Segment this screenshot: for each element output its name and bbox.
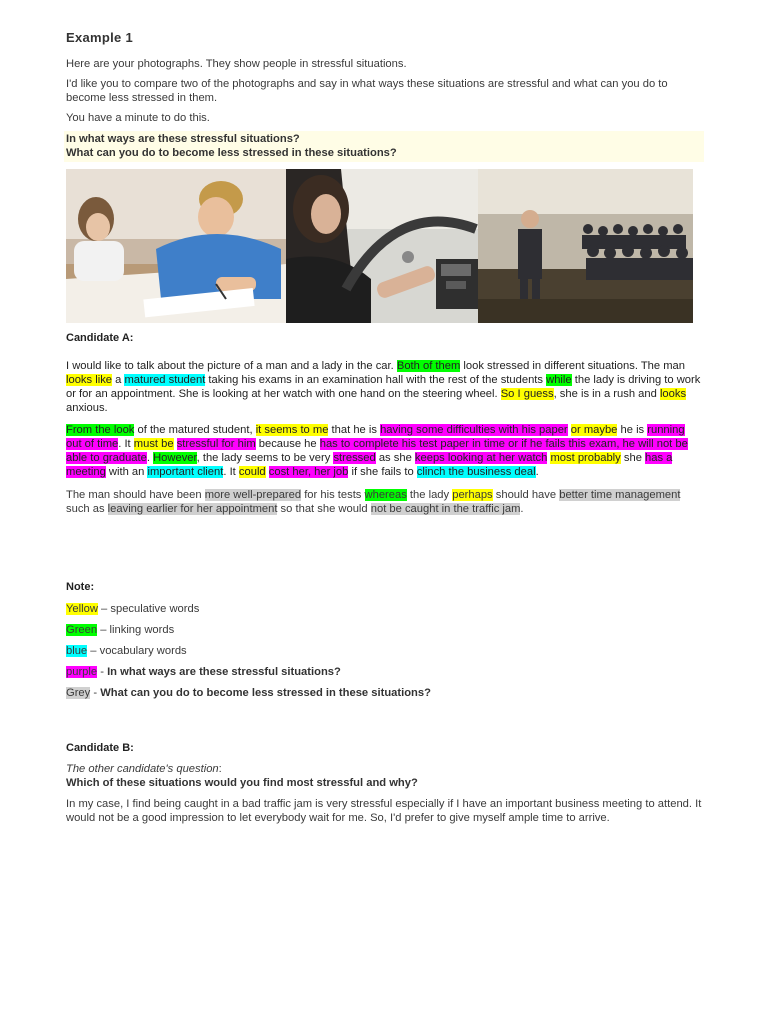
legend-description: – vocabulary words xyxy=(87,645,187,657)
highlighted-phrase: must be xyxy=(133,438,174,450)
text-run: taking his exams in an examination hall with the rest of the students xyxy=(205,374,547,386)
business-presentation-image xyxy=(478,169,693,323)
legend-item xyxy=(66,602,702,616)
exam-students-image xyxy=(66,169,286,323)
text-run: the lady is driving to work or for an appointment. She is looking at her watch with one hand on the steering wheel. xyxy=(66,374,701,400)
highlighted-phrase: stressed xyxy=(333,452,376,464)
text-run: that he is xyxy=(328,424,381,436)
highlighted-phrase: leaving earlier for her appointment xyxy=(107,503,278,515)
questions-box xyxy=(64,131,704,162)
intro-paragraph-1: Here are your photographs. They show people in stressful situations. xyxy=(66,58,407,70)
candidate-a-paragraph-3 xyxy=(66,488,702,516)
candidate-b-label-text: The other candidate's question xyxy=(66,763,219,775)
text-run: with an xyxy=(105,466,148,478)
question-1: In what ways are these stressful situations? xyxy=(66,133,300,145)
candidate-a-heading: Candidate A: xyxy=(66,332,134,344)
highlighted-phrase: cost her, her job xyxy=(268,466,349,478)
text-run: the lady xyxy=(406,489,453,501)
text-run: . It xyxy=(118,438,134,450)
text-run: , she is in a rush and xyxy=(553,388,660,400)
intro-paragraph-2: I'd like you to compare two of the photographs and say in what ways these situations are stressful and what can you do to become less stressed in them. xyxy=(66,78,668,104)
legend-description: In what ways are these stressful situations? xyxy=(107,666,341,678)
text-run: if she fails to xyxy=(348,466,417,478)
highlighted-phrase: not be caught in the traffic jam xyxy=(370,503,521,515)
intro-paragraph-3: You have a minute to do this. xyxy=(66,112,210,124)
note-heading: Note: xyxy=(66,581,95,593)
legend-key: Grey xyxy=(66,687,91,699)
highlighted-phrase: Both of them xyxy=(396,360,461,372)
legend-description: – linking words xyxy=(97,624,175,636)
text-run: . xyxy=(520,503,524,515)
legend-key: Green xyxy=(66,624,98,636)
highlighted-phrase: better time management xyxy=(559,489,681,501)
legend-key: Yellow xyxy=(66,603,98,615)
highlighted-phrase: So I guess xyxy=(500,388,554,400)
candidate-b-question: Which of these situations would you find most stressful and why? xyxy=(66,777,418,789)
highlighted-phrase: or maybe xyxy=(570,424,618,436)
question-2: What can you do to become less stressed in these situations? xyxy=(66,147,397,159)
highlighted-phrase: has to complete his test paper in time or if he fails this exam, he will not be able to graduate xyxy=(66,438,688,464)
text-run: look stressed in different situations. The man xyxy=(460,360,685,372)
highlighted-phrase: From the look xyxy=(66,424,135,436)
candidate-b-answer: In my case, I find being caught in a bad traffic jam is very stressful especially if I have an important business meeting to attend. It would not be a good impression to let everybody wait for me. So, I'd prefer to give myself ample time to arrive. xyxy=(66,798,702,824)
highlighted-phrase: it seems to me xyxy=(255,424,329,436)
highlighted-phrase: important client xyxy=(147,466,224,478)
highlighted-phrase: most probably xyxy=(550,452,621,464)
legend-item xyxy=(66,623,702,637)
photo-business-presentation xyxy=(478,169,693,323)
highlighted-phrase: running out of time xyxy=(66,424,685,450)
highlighted-phrase: whereas xyxy=(364,489,407,501)
legend-description: What can you do to become less stressed in these situations? xyxy=(100,687,431,699)
text-run: . xyxy=(146,452,154,464)
text-run: for his tests xyxy=(301,489,365,501)
text-run: so that she would xyxy=(277,503,371,515)
legend-description: – speculative words xyxy=(97,603,200,615)
highlighted-phrase: while xyxy=(546,374,572,386)
text-run: he is xyxy=(617,424,648,436)
legend-key: purple xyxy=(66,666,98,678)
highlighted-phrase: has a meeting xyxy=(66,452,673,478)
photo-exam-students xyxy=(66,169,286,323)
text-run: such as xyxy=(66,503,108,515)
text-run: of the matured student, xyxy=(134,424,256,436)
candidate-a-paragraph-2 xyxy=(66,423,702,479)
text-run: The man should have been xyxy=(66,489,205,501)
text-run: I would like to talk about the picture of a man and a lady in the car. xyxy=(66,360,397,372)
photo-woman-driving xyxy=(286,169,478,323)
highlighted-phrase: perhaps xyxy=(452,489,493,501)
text-run: , the lady seems to be very xyxy=(196,452,334,464)
highlighted-phrase: keeps looking at her watch xyxy=(414,452,548,464)
legend-item: purple - In what ways are these stressful situations? xyxy=(66,666,341,678)
note-legend xyxy=(66,602,702,700)
text-run: anxious. xyxy=(66,402,108,414)
candidate-a-paragraph-1 xyxy=(66,359,702,415)
document xyxy=(66,30,702,825)
highlighted-phrase: having some difficulties with his paper xyxy=(380,424,568,436)
highlighted-phrase: could xyxy=(238,466,266,478)
woman-driving-image xyxy=(286,169,478,323)
photo-strip xyxy=(66,169,693,323)
highlighted-phrase: looks like xyxy=(66,374,113,386)
highlighted-phrase: However xyxy=(153,452,197,464)
candidate-b-heading: Candidate B: xyxy=(66,742,134,754)
text-run: should have xyxy=(492,489,560,501)
highlighted-phrase: more well-prepared xyxy=(204,489,302,501)
text-run: she xyxy=(620,452,646,464)
text-run: a xyxy=(112,374,125,386)
highlighted-phrase: looks xyxy=(659,388,687,400)
page-title: Example 1 xyxy=(66,30,134,45)
legend-item xyxy=(66,644,702,658)
candidate-b-label xyxy=(66,762,702,776)
candidate-b-label-colon: : xyxy=(218,763,222,775)
highlighted-phrase: stressful for him xyxy=(176,438,256,450)
legend-key: blue xyxy=(66,645,88,657)
text-run: . It xyxy=(223,466,239,478)
highlighted-phrase: matured student xyxy=(124,374,206,386)
text-run: as she xyxy=(375,452,415,464)
legend-item: Grey - What can you do to become less stressed in these situations? xyxy=(66,687,431,699)
highlighted-phrase: clinch the business deal xyxy=(416,466,536,478)
text-run: . xyxy=(535,466,539,478)
text-run: because he xyxy=(255,438,320,450)
